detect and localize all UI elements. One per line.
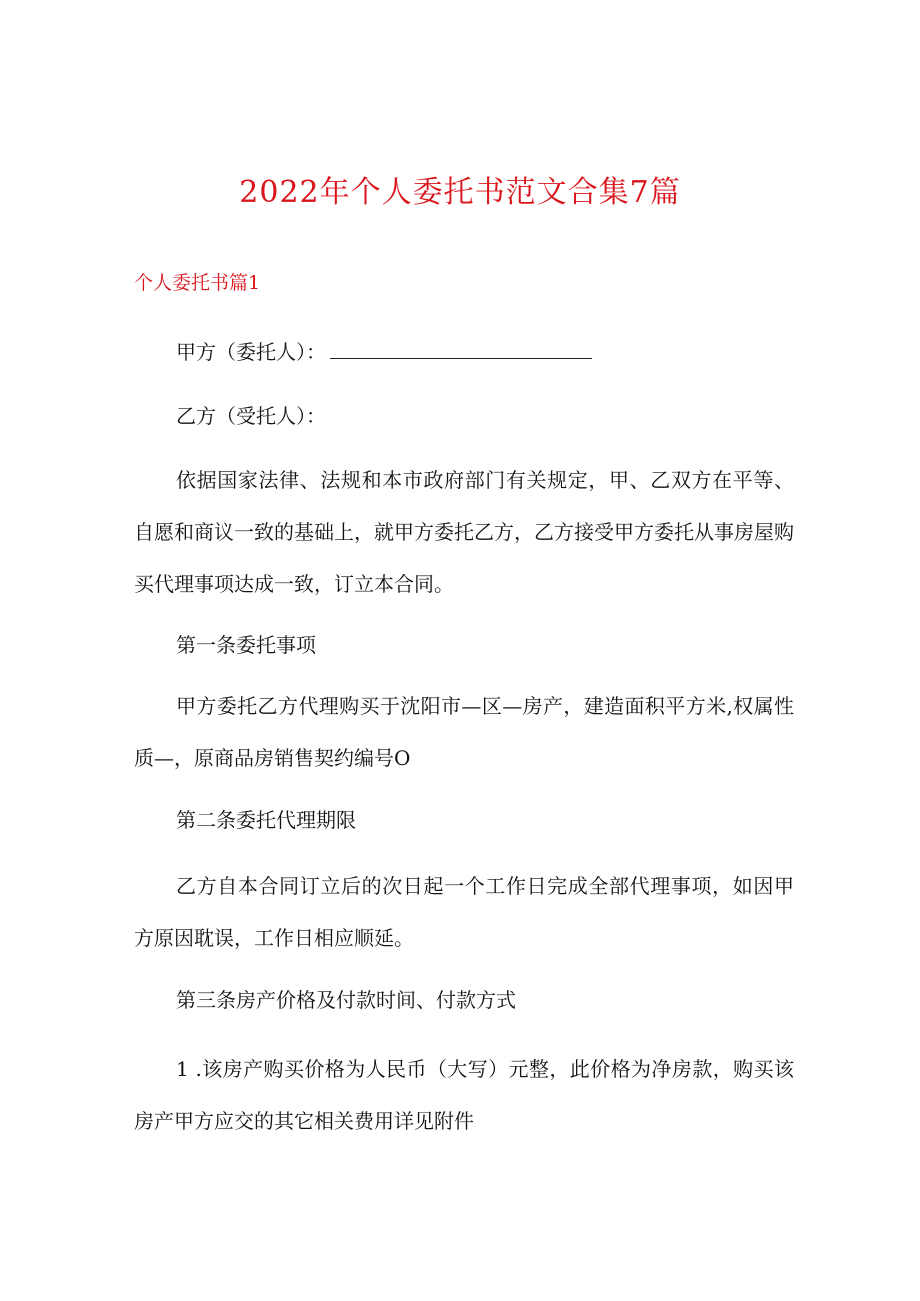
article-3-heading: 第三条房产价格及付款时间、付款方式 — [176, 988, 516, 1012]
party-b-label: 乙方（受托人）： — [176, 404, 326, 428]
document-title: 2022年个人委托书范文合集7篇 — [239, 175, 681, 210]
article-1-heading: 第一条委托事项 — [176, 633, 316, 657]
intro-paragraph: 依据国家法律、法规和本市政府部门有关规定，甲、乙双方在平等、自愿和商议一致的基础上，就甲方委托乙方，乙方接受甲方委托从事房屋购买代理事项达成一致，订立本合同。 — [134, 468, 794, 596]
section-heading: 个人委托书篇1 — [134, 272, 261, 294]
article-2-heading: 第二条委托代理期限 — [176, 808, 356, 832]
party-a-line — [134, 336, 794, 367]
party-a-blank — [330, 336, 592, 359]
article-2-text: 乙方自本合同订立后的次日起一个工作日完成全部代理事项，如因甲方原因耽误，工作日相应顺延。 — [134, 874, 794, 950]
article-3-item-1: 1 .该房产购买价格为人民币（大写）元整，此价格为净房款，购买该房产甲方应交的其它相关费用详见附件 — [134, 1057, 794, 1133]
article-1-text: 甲方委托乙方代理购买于沈阳市—区—房产，建造面积平方米,权属性质—，原商品房销售契约编号O — [134, 694, 794, 770]
party-a-label: 甲方（委托人）： — [176, 340, 326, 364]
